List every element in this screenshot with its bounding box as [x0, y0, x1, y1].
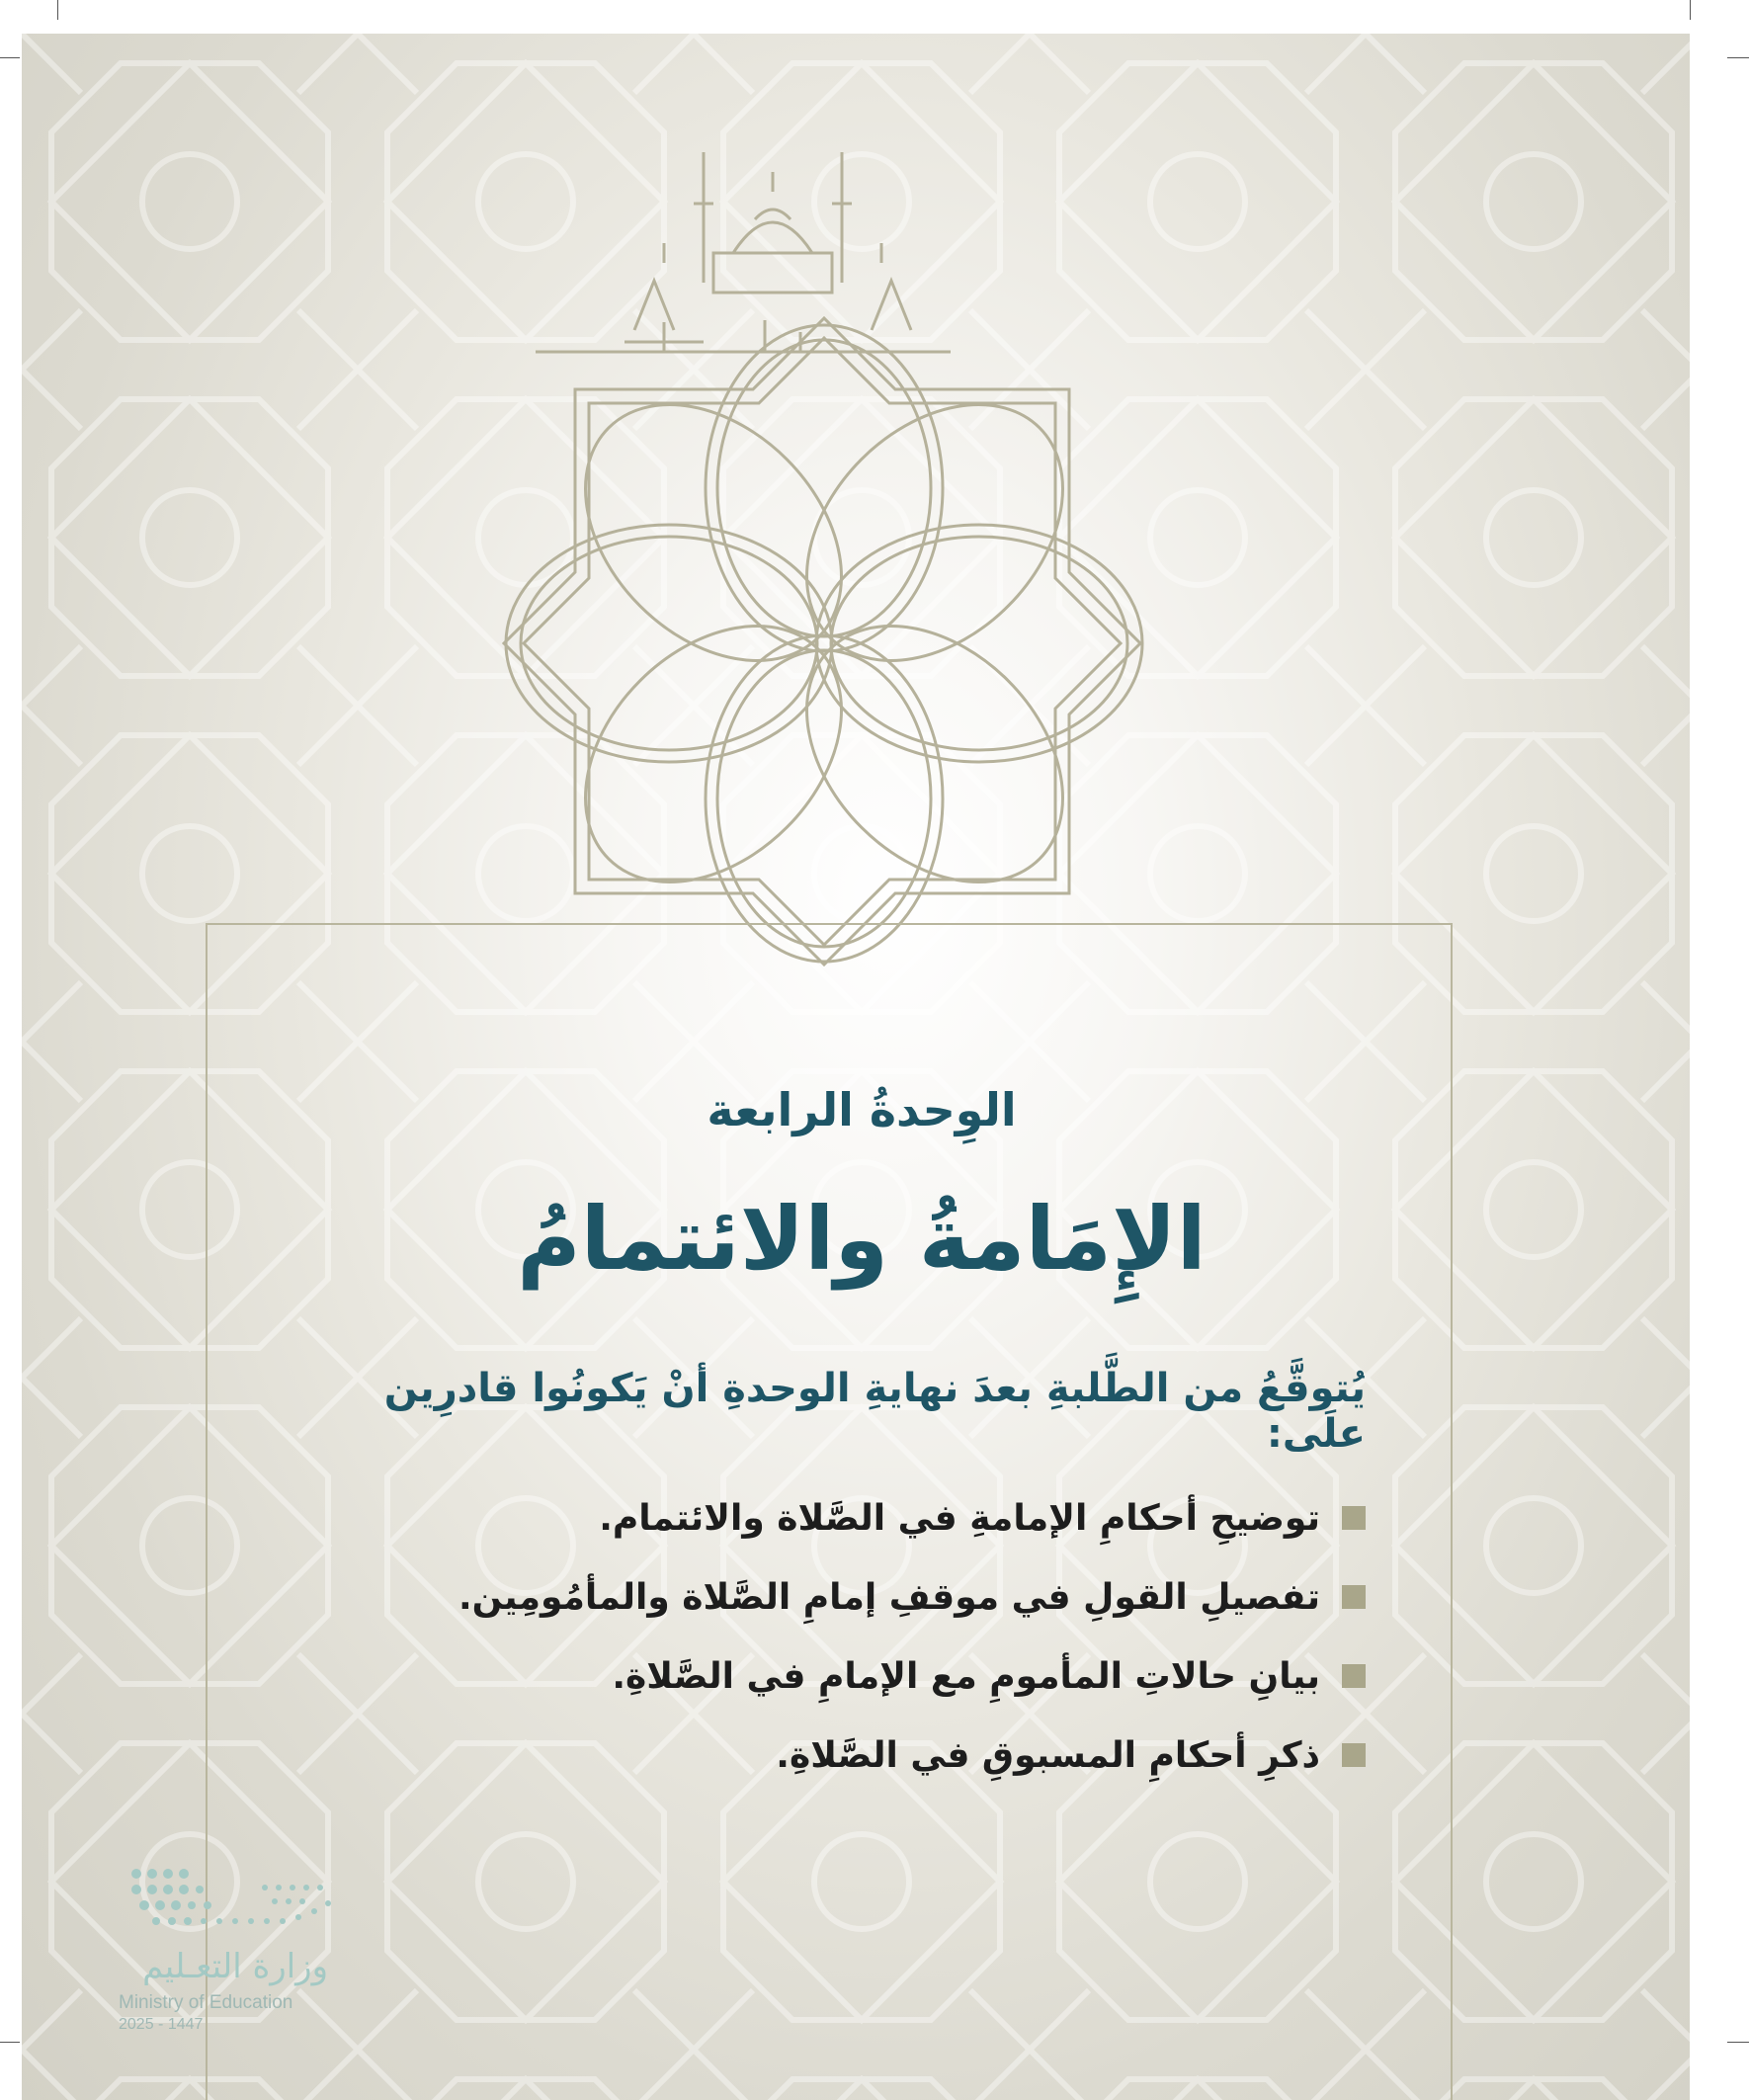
crop-mark-tr-h: [1727, 57, 1749, 58]
square-bullet-icon: [1342, 1743, 1366, 1767]
square-bullet-icon: [1342, 1506, 1366, 1530]
objective-text: تفصيلِ القولِ في موقفِ إمامِ الصَّلاة والمأمُومِين.: [458, 1576, 1320, 1618]
square-bullet-icon: [1342, 1585, 1366, 1609]
crop-mark-tr-v: [1690, 0, 1691, 20]
ministry-year: 2025 - 1447: [119, 2016, 204, 2033]
objectives-list: [318, 1478, 1366, 1795]
ministry-name-english: Ministry of Education: [119, 1992, 293, 2013]
objective-text: توضيحِ أحكامِ الإمامةِ في الصَّلاة والائتمام.: [599, 1497, 1320, 1539]
objectives-intro: يُتوقَّعُ من الطَّلبةِ بعدَ نهايةِ الوحدةِ أنْ يَكونُوا قادرِين علَى:: [383, 1366, 1366, 1457]
crop-mark-tl-v: [57, 0, 58, 20]
crop-mark-bl-h: [0, 2042, 20, 2043]
objective-text: بيانِ حالاتِ المأمومِ مع الإمامِ في الصَّلاةِ.: [612, 1655, 1320, 1697]
square-bullet-icon: [1342, 1664, 1366, 1688]
unit-label: الوِحدةُ الرابعة: [707, 1083, 1017, 1136]
unit-title: الإِمَامةُ والائتمامُ: [517, 1188, 1207, 1290]
ministry-logo: [117, 1854, 354, 2033]
ministry-name-arabic: وزارة التعـليم: [142, 1947, 328, 1986]
crop-mark-br-h: [1727, 2042, 1749, 2043]
crop-mark-tl-h: [0, 57, 20, 58]
unit-cover-page: [22, 34, 1690, 2100]
ministry-dots-icon: [117, 1854, 354, 1943]
objective-text: ذكرِ أحكامِ المسبوقِ في الصَّلاةِ.: [776, 1734, 1320, 1776]
objective-item: [318, 1637, 1366, 1716]
objective-item: [318, 1557, 1366, 1637]
objective-item: [318, 1478, 1366, 1557]
objective-item: [318, 1716, 1366, 1795]
